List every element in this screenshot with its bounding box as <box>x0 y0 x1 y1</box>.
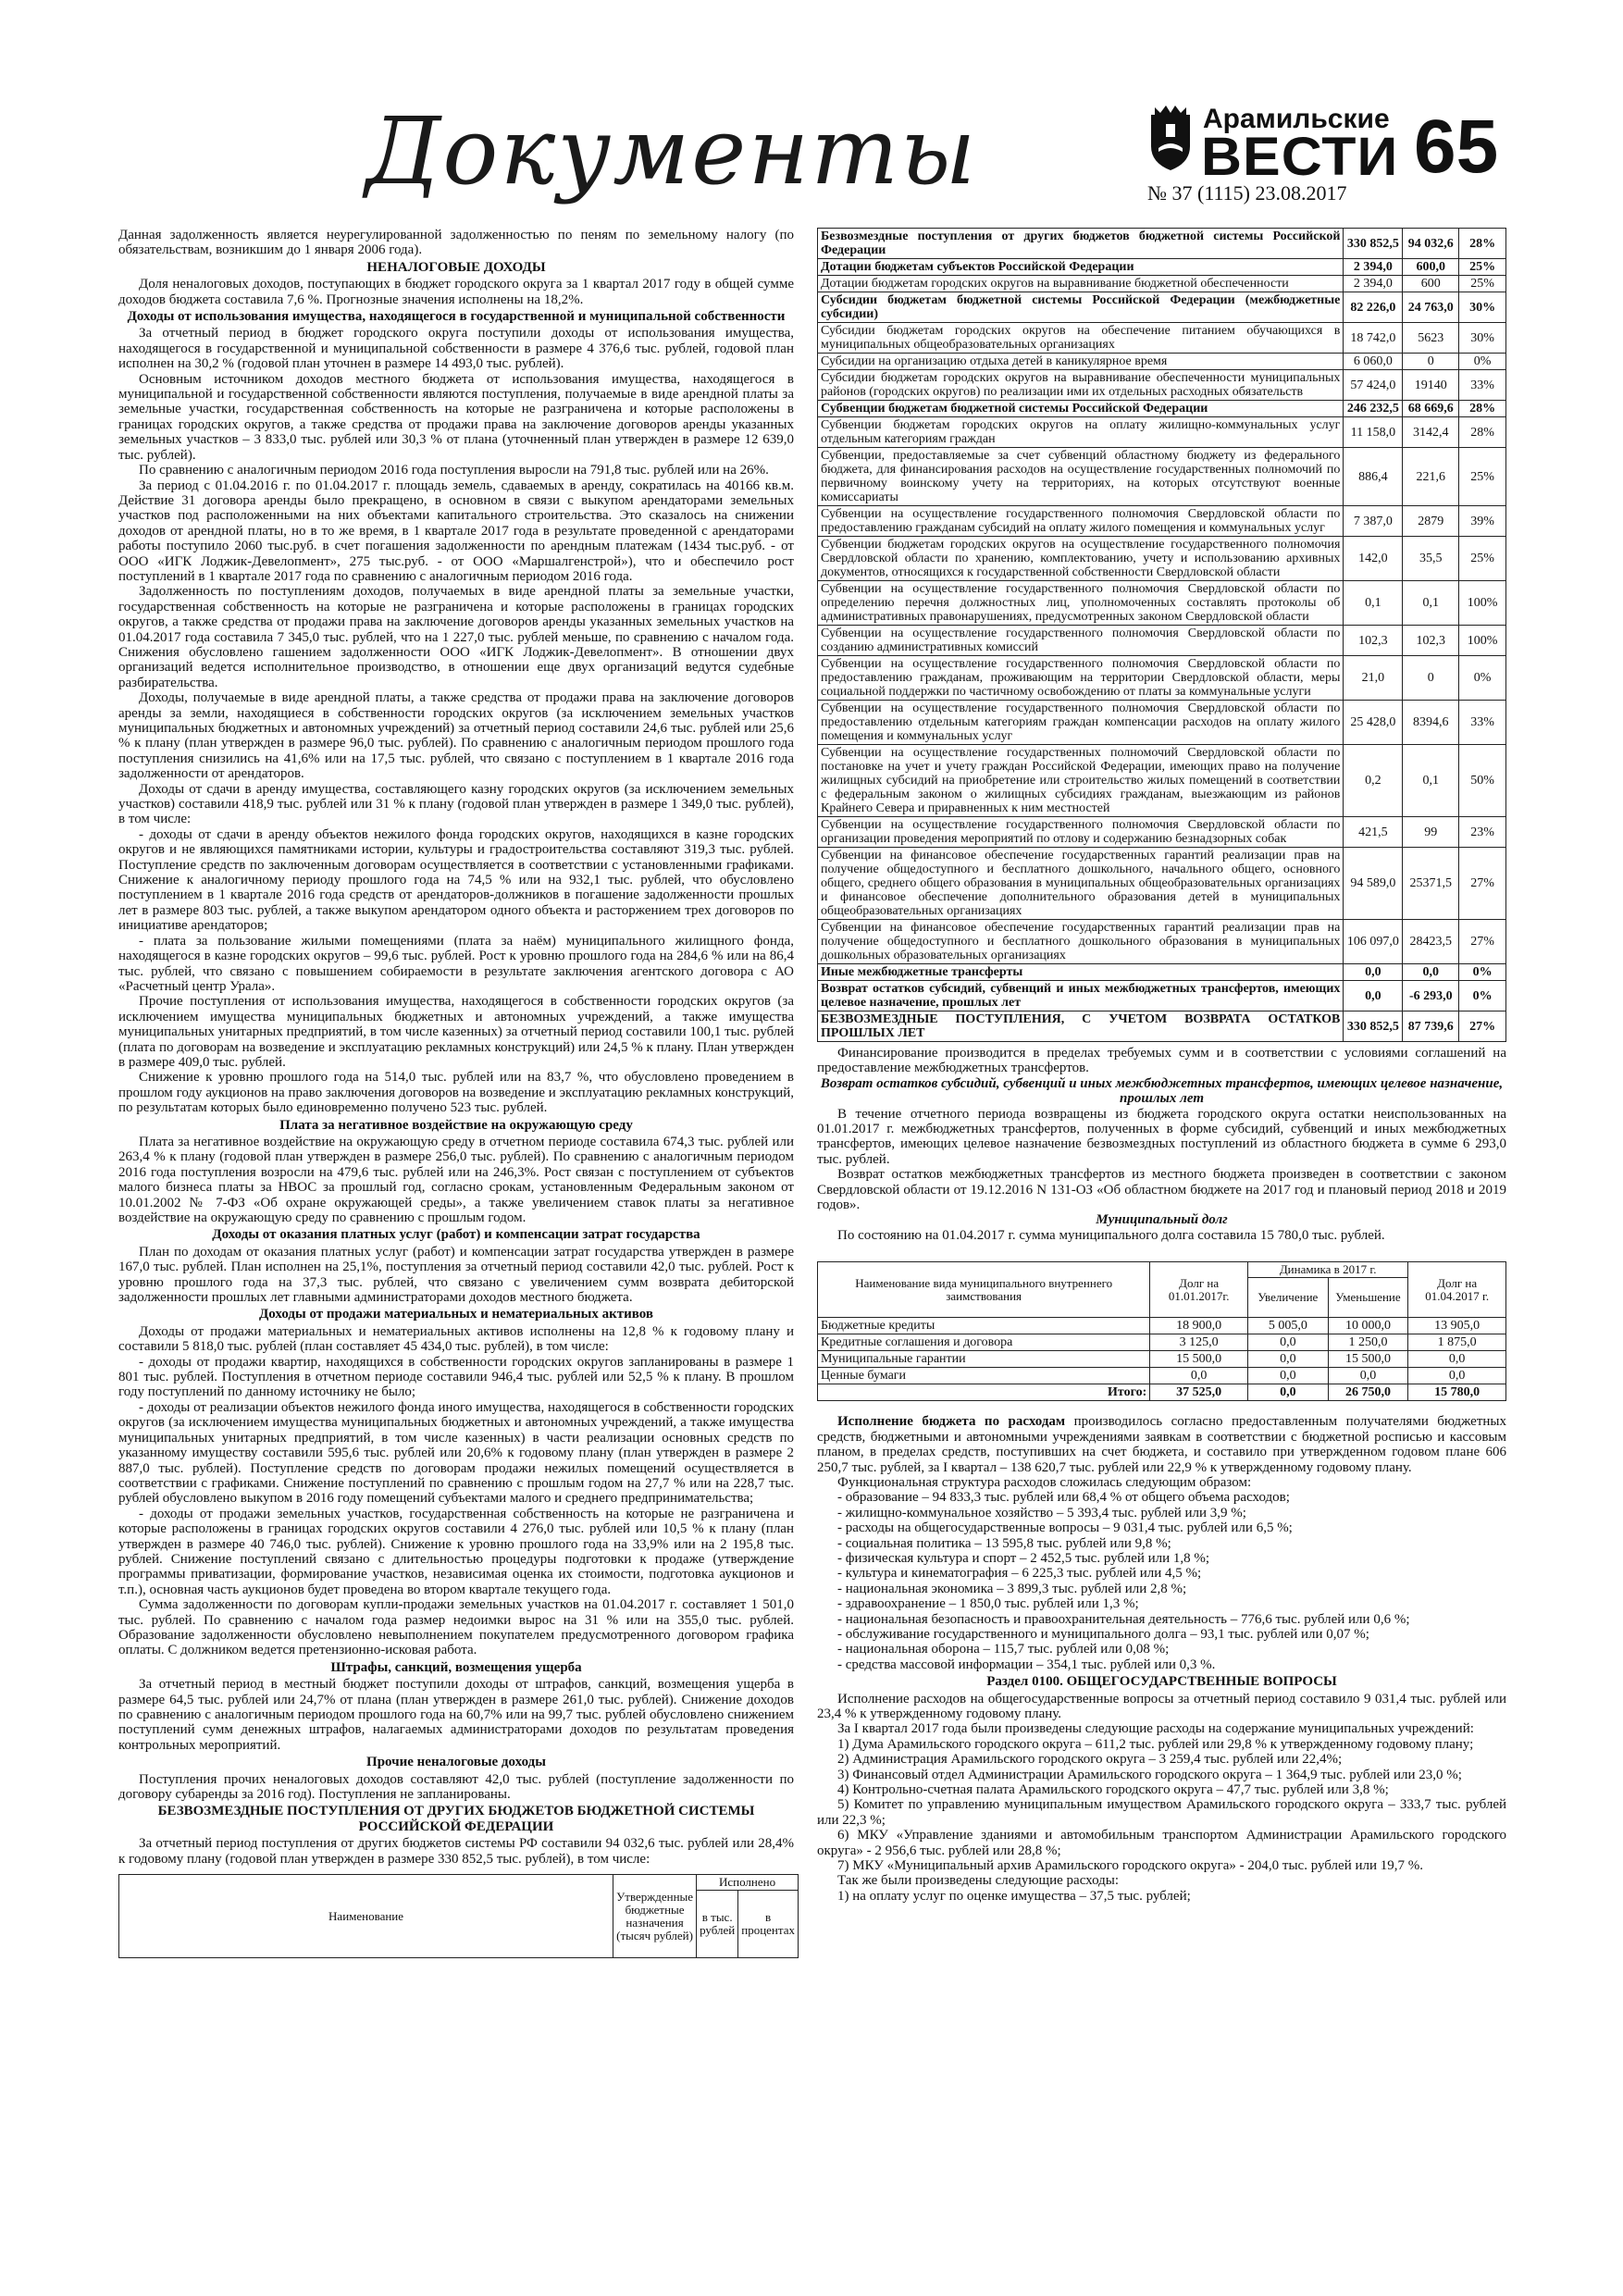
cell-plan: 57 424,0 <box>1344 370 1403 401</box>
cell-c: 0,0 <box>1328 1368 1408 1384</box>
cell-d: 1 875,0 <box>1408 1334 1506 1351</box>
cell-pct: 0% <box>1459 656 1506 701</box>
cell-plan: 11 158,0 <box>1344 417 1403 448</box>
col-executed: Исполнено <box>697 1875 799 1891</box>
table-row <box>818 292 1506 323</box>
cell-fact: 221,6 <box>1403 448 1459 506</box>
paragraph: За отчетный период в бюджет городского округа поступили доходы от использования имущества, находящегося в государственной и муниципальной собственности в размере 4 376,6 тыс. рублей, годовой план исполнен на 30,2 % (годовой план уточнен в размере 14 493,0 тыс. рублей). <box>118 326 794 372</box>
table-row <box>818 745 1506 817</box>
cell-name: Субвенции бюджетам бюджетной системы Российской Федерации <box>818 401 1344 417</box>
table-row <box>818 1011 1506 1042</box>
table-row <box>818 581 1506 626</box>
newspaper-logo <box>1146 102 1399 187</box>
cell-plan: 106 097,0 <box>1344 920 1403 964</box>
col-dynamics: Динамика в 2017 г. <box>1247 1262 1407 1278</box>
col-executed-pct: в процентах <box>738 1891 799 1958</box>
cell-fact: 68 669,6 <box>1403 401 1459 417</box>
cell-fact: 0,1 <box>1403 581 1459 626</box>
cell-plan: 21,0 <box>1344 656 1403 701</box>
cell-pct: 30% <box>1459 323 1506 354</box>
cell-pct: 25% <box>1459 276 1506 292</box>
paragraph: Возврат остатков межбюджетных трансфертов из местного бюджета произведен в соответствии с законом Свердловской области от 19.12.2016 N 131-ОЗ «Об областном бюджете на 2017 год и плановый период 2018 и 2019 годов». <box>817 1167 1506 1213</box>
cell-name: БЕЗВОЗМЕЗДНЫЕ ПОСТУПЛЕНИЯ, С УЧЕТОМ ВОЗВРАТА ОСТАТКОВ ПРОШЛЫХ ЛЕТ <box>818 1011 1344 1042</box>
table-row <box>818 506 1506 537</box>
col-debt-start: Долг на 01.01.2017г. <box>1150 1262 1248 1318</box>
coat-of-arms-icon <box>1146 102 1196 172</box>
cell-name: Субвенции на осуществление государственного полномочия Свердловской области по организации проведения мероприятий по отлову и содержанию безнадзорных собак <box>818 817 1344 848</box>
list-item: - культура и кинематография – 6 225,3 тыс. рублей или 4,5 %; <box>837 1566 1202 1582</box>
cell-d: 0,0 <box>1408 1351 1506 1368</box>
paragraph: Исполнение расходов на общегосударственные вопросы за отчетный период составило 9 031,4 тыс. рублей или 23,4 % к утвержденному годовому плану. <box>817 1691 1506 1721</box>
cell-fact: 25371,5 <box>1403 848 1459 920</box>
table-row <box>818 1318 1506 1334</box>
cell-fact: 35,5 <box>1403 537 1459 581</box>
paragraph-text: производилось согласно предоставленным получателями бюджетных средств, бюджетными и автономными учреждениями заявкам в соответствии с бюджетной росписью и кассовым планом, в пределах средств, поступивших на счет бюджета, и составило при утвержденном годовом плане 606 250,7 тыс. рублей, за I квартал – 138 620,7 тыс. рублей или 22,9 % к утвержденному годовому плану. <box>817 1414 1506 1475</box>
table-row <box>818 701 1506 745</box>
cell-pct: 27% <box>1459 920 1506 964</box>
page-number: 65 <box>1414 105 1499 189</box>
cell-name: Безвозмездные поступления от других бюджетов бюджетной системы Российской Федерации <box>818 229 1344 259</box>
paragraph: По состоянию на 01.04.2017 г. сумма муниципального долга составила 15 780,0 тыс. рублей. <box>837 1227 1385 1243</box>
col-debt-end: Долг на 01.04.2017 г. <box>1408 1262 1506 1318</box>
cell-name: Кредитные соглашения и договора <box>818 1334 1150 1351</box>
table-row <box>818 276 1506 292</box>
paragraph: По сравнению с аналогичным периодом 2016 года поступления выросли на 791,8 тыс. рублей или на 26%. <box>139 463 769 478</box>
cell-name: Итого: <box>818 1384 1150 1401</box>
cell-fact: 5623 <box>1403 323 1459 354</box>
list-item: 7) МКУ «Муниципальный архив Арамильского городского округа» - 204,0 тыс. рублей или 19,7 %. <box>837 1858 1424 1874</box>
paragraph: За I квартал 2017 года были произведены следующие расходы на содержание муниципальных учреждений: <box>837 1721 1474 1737</box>
cell-fact: 99 <box>1403 817 1459 848</box>
cell-pct: 100% <box>1459 626 1506 656</box>
cell-pct: 28% <box>1459 229 1506 259</box>
paragraph: Доходы, получаемые в виде арендной платы, а также средства от продажи права на заключение договоров аренды за земли, находящиеся в собственности городских округов (за исключением земельных участков муниципальных бюджетных и автономных учреждений) за отчетный период составили 24,6 тыс. рублей или 25,6 % к плану (план утвержден в размере 96,0 тыс. рублей). По сравнению с аналогичным периодом прошлого года поступления снизились на 41,6% или на 17,5 тыс. рублей, что связано с поступлением в 1 квартале 2016 года задолженности от арендаторов. <box>118 690 794 782</box>
paragraph: За отчетный период поступления от других бюджетов системы РФ составили 94 032,6 тыс. рублей или 28,4% к годовому плану (годовой план утвержден в размере 330 852,5 тыс. рублей), в том числе: <box>118 1836 794 1867</box>
cell-pct: 33% <box>1459 701 1506 745</box>
table-row <box>818 1351 1506 1368</box>
table-row <box>818 920 1506 964</box>
list-item: - физическая культура и спорт – 2 452,5 тыс. рублей или 1,8 %; <box>837 1550 1210 1566</box>
col-debt-kind: Наименование вида муниципального внутреннего заимствования <box>818 1262 1150 1318</box>
cell-fact: 19140 <box>1403 370 1459 401</box>
cell-pct: 33% <box>1459 370 1506 401</box>
paragraph: - плата за пользование жилыми помещениями (плата за наём) муниципального жилищного фонда, находящегося в казне городских округов – 99,6 тыс. рублей. Рост к уровню прошлого года на 284,6 % или на 86,4 тыс. рублей, что связано с повышением собираемости в результате заключения агентского договора с АО «Расчетный центр Урала». <box>118 933 794 994</box>
cell-name: Субвенции бюджетам городских округов на осуществление государственного полномочия Свердловской области по хранению, комплектованию, учету и использованию архивных документов, относящихся к государственной собственности Свердловской области <box>818 537 1344 581</box>
cell-name: Субвенции бюджетам городских округов на оплату жилищно-коммунальных услуг отдельным категориям граждан <box>818 417 1344 448</box>
cell-name: Субвенции на осуществление государственного полномочия Свердловской области по предоставлению гражданам, проживающим на территории Свердловской области, меры социальной поддержки по частичному освобождению от платы за коммунальные услуги <box>818 656 1344 701</box>
list-item: - обслуживание государственного и муниципального долга – 93,1 тыс. рублей или 0,07 %; <box>837 1626 1369 1642</box>
paragraph: 1) на оплату услуг по оценке имущества – 37,5 тыс. рублей; <box>837 1888 1191 1904</box>
cell-pct: 100% <box>1459 581 1506 626</box>
paragraph: За отчетный период в местный бюджет поступили доходы от штрафов, санкций, возмещения ущерба в размере 64,5 тыс. рублей или 24,7% от плана (план утвержден в размере 261,0 тыс. рублей). Снижение доходов по сравнению с аналогичным периодом прошлого года на 60,7% или на 99,7 тыс. рублей обусловлено снижением поступлений сумм денежных штрафов, налагаемых администраторами доходов по результатам проведения контрольных мероприятий. <box>118 1677 794 1753</box>
cell-fact: 0 <box>1403 656 1459 701</box>
cell-fact: 87 739,6 <box>1403 1011 1459 1042</box>
cell-pct: 25% <box>1459 259 1506 276</box>
cell-b: 5 005,0 <box>1247 1318 1328 1334</box>
paragraph: План по доходам от оказания платных услуг (работ) и компенсации затрат государства утвержден в размере 167,0 тыс. рублей. План исполнен на 25,1%, поступления за отчетный период составили 42,0 тыс. рублей. Рост к уровню прошлого года на 37,3 тыс. рублей, что связано с увеличением сумм возврата дебиторской задолженности прошлых лет главными администраторами доходов местного бюджета. <box>118 1244 794 1306</box>
cell-name: Субвенции на осуществление государственного полномочия Свердловской области по предоставлению гражданам субсидий на оплату жилого помещения и коммунальных услуг <box>818 506 1344 537</box>
left-column <box>118 228 794 1958</box>
col-name: Наименование <box>119 1875 613 1958</box>
list-item: 3) Финансовый отдел Администрации Арамильского городского округа – 1 364,9 тыс. рублей или 23,0 %; <box>837 1767 1462 1782</box>
col-plan: Утвержденные бюджетные назначения (тысяч рублей) <box>613 1875 697 1958</box>
heading: Муниципальный долг <box>1096 1212 1228 1228</box>
cell-fact: 3142,4 <box>1403 417 1459 448</box>
cell-name: Субвенции на осуществление государственного полномочия Свердловской области по предоставлению отдельным категориям граждан компенсации расходов на оплату жилого помещения и коммунальных услуг <box>818 701 1344 745</box>
cell-plan: 0,1 <box>1344 581 1403 626</box>
cell-plan: 6 060,0 <box>1344 354 1403 370</box>
paragraph: - доходы от продажи земельных участков, государственная собственность на которые не разграничена и которые расположены в границах городских округов составили 4 276,0 тыс. рублей или 10,5 % к плану (план утвержден в размере 40 746,0 тыс. рублей). Снижение к уровню прошлого года на 33,9% или на 2 195,8 тыс. рублей. Снижение поступлений связано с длительностью процедуры подготовки к продаже (утверждение программы приватизации, формирование участков, независимая оценка их стоимости, подготовка аукционов и т.п.), основная часть аукционов будет проведена во втором квартале текущего года. <box>118 1506 794 1597</box>
cell-plan: 18 742,0 <box>1344 323 1403 354</box>
cell-fact: -6 293,0 <box>1403 981 1459 1011</box>
cell-pct: 27% <box>1459 1011 1506 1042</box>
cell-pct: 39% <box>1459 506 1506 537</box>
cell-a: 15 500,0 <box>1150 1351 1248 1368</box>
list-item: - национальная оборона – 115,7 тыс. рублей или 0,08 %; <box>837 1642 1170 1657</box>
paragraph: Данная задолженность является неурегулированной задолженностью по пеням по земельному налогу (по обязательствам, возникшим до 1 января 2006 года). <box>118 228 794 258</box>
cell-fact: 600 <box>1403 276 1459 292</box>
heading: Доходы от продажи материальных и нематериальных активов <box>258 1307 654 1322</box>
cell-name: Иные межбюджетные трансферты <box>818 964 1344 981</box>
paragraph: Функциональная структура расходов сложилась следующим образом: <box>837 1474 1252 1490</box>
list-item: - социальная политика – 13 595,8 тыс. рублей или 9,8 %; <box>837 1535 1171 1551</box>
cell-name: Возврат остатков субсидий, субвенций и иных межбюджетных трансфертов, имеющих целевое назначение, прошлых лет <box>818 981 1344 1011</box>
heading: БЕЗВОЗМЕЗДНЫЕ ПОСТУПЛЕНИЯ ОТ ДРУГИХ БЮДЖЕТОВ БЮДЖЕТНОЙ СИСТЕМЫ РОССИЙСКОЙ ФЕДЕРАЦИИ <box>157 1804 755 1834</box>
cell-b: 0,0 <box>1247 1351 1328 1368</box>
table-row <box>818 229 1506 259</box>
cell-name: Субвенции, предоставляемые за счет субвенций областному бюджету из федерального бюджета, для финансирования расходов на осуществление государственных полномочий по первичному воинскому учету на территориях, на которых отсутствуют военные комиссариаты <box>818 448 1344 506</box>
cell-plan: 102,3 <box>1344 626 1403 656</box>
cell-a: 37 525,0 <box>1150 1384 1248 1401</box>
cell-plan: 0,0 <box>1344 981 1403 1011</box>
cell-name: Ценные бумаги <box>818 1368 1150 1384</box>
cell-plan: 25 428,0 <box>1344 701 1403 745</box>
paragraph: Доходы от продажи материальных и нематериальных активов исполнены на 12,8 % к годовому плану и составили 5 818,0 тыс. рублей (план составляет 45 434,0 тыс. рублей), в том числе: <box>118 1323 794 1355</box>
cell-name: Субсидии бюджетам городских округов на выравнивание обеспеченности муниципальных районов (городских округов) по реализации ими их отдельных расходных обязательств <box>818 370 1344 401</box>
heading: Раздел 0100. ОБЩЕГОСУДАРСТВЕННЫЕ ВОПРОСЫ <box>986 1674 1337 1690</box>
cell-plan: 330 852,5 <box>1344 229 1403 259</box>
table-row <box>818 817 1506 848</box>
cell-plan: 2 394,0 <box>1344 259 1403 276</box>
cell-fact: 94 032,6 <box>1403 229 1459 259</box>
cell-plan: 142,0 <box>1344 537 1403 581</box>
right-column <box>817 228 1506 1904</box>
cell-name: Субвенции на финансовое обеспечение государственных гарантий реализации прав на получение общедоступного и бесплатного дошкольного, начального общего, основного общего, среднего общего образования в муниципальных общеобразовательных организациях и финансовое обеспечение дополнительного образования детей в муниципальных общеобразовательных организациях <box>818 848 1344 920</box>
table-row <box>818 370 1506 401</box>
expense-structure-list <box>817 1490 1506 1672</box>
cell-plan: 330 852,5 <box>1344 1011 1403 1042</box>
cell-plan: 94 589,0 <box>1344 848 1403 920</box>
table-row <box>818 354 1506 370</box>
cell-c: 15 500,0 <box>1328 1351 1408 1368</box>
paragraph: - доходы от реализации объектов нежилого фонда иного имущества, находящегося в собственности городских округов (за исключением имущества муниципальных бюджетных и автономных учреждений, а также имущества муниципальных унитарных предприятий, в том числе казенных) в части реализации основных средств по указанному имуществу составили 595,6 тыс. рублей или 20,6% к годовому плану (план утвержден в размере 2 887,0 тыс. рублей). Поступление средств по договорам продажи нежилых помещений осуществляется в соответствии с графиками. Снижение поступлений по сравнению с прошлым годом на 27,7 % или на 228,7 тыс. рублей обусловлено выкупом в 2016 году помещений субъектами малого и среднего предпринимательства; <box>118 1399 794 1507</box>
cell-fact: 8394,6 <box>1403 701 1459 745</box>
cell-plan: 2 394,0 <box>1344 276 1403 292</box>
cell-fact: 102,3 <box>1403 626 1459 656</box>
cell-name: Субсидии бюджетам городских округов на обеспечение питанием обучающихся в муниципальных общеобразовательных организациях <box>818 323 1344 354</box>
cell-plan: 82 226,0 <box>1344 292 1403 323</box>
cell-fact: 0,0 <box>1403 964 1459 981</box>
cell-b: 0,0 <box>1247 1384 1328 1401</box>
cell-c: 1 250,0 <box>1328 1334 1408 1351</box>
paragraph: Задолженность по поступлениям доходов, получаемых в виде арендной платы за земельные участки, государственная собственность на которые не разграничена и которые расположены в границах городских округов, а также средства от продажи права на заключение договоров аренды указанных земельных участков на 01.04.2017 года составила 7 345,0 тыс. рублей, что на 1 227,0 тыс. рублей меньше, по сравнению с началом года. Снижения обусловлено гашением задолженности ООО «ИГК Лоджик-Девелопмент». В отношении двух организаций ведется исполнительное производство, в отношении еще двух организаций ведутся судебные разбирательства. <box>118 584 794 690</box>
list-item: - здравоохранение – 1 850,0 тыс. рублей или 1,3 %; <box>837 1596 1139 1612</box>
cell-pct: 23% <box>1459 817 1506 848</box>
paragraph: За период с 01.04.2016 г. по 01.04.2017 г. площадь земель, сдаваемых в аренду, сократилась на 40166 кв.м. Действие 31 договора аренды было прекращено, в основном в связи с выкупом арендаторами земельных участков под расположенными на них объектами капитального строительства. Это сказалось на снижении доходов от арендной платы, но в то же время, в 1 квартале 2017 года в результате проведенной с арендаторами работы поступило 2060 тыс.руб. в счет погашения задолженности по арендным платежам (1434 тыс.руб. - от ООО «ИГК Лоджик-Девелопмент», 275 тыс.руб. - от ООО «Маршалгенстрой»), что и обеспечило рост поступлений в 1 квартале 2017 года по сравнению с аналогичным периодом 2016 года. <box>118 478 794 584</box>
page-header <box>0 0 1623 227</box>
table-row <box>818 537 1506 581</box>
table-row <box>818 656 1506 701</box>
table-row <box>818 1334 1506 1351</box>
issue-info: № 37 (1115) 23.08.2017 <box>1147 181 1347 205</box>
cell-name: Дотации бюджетам субъектов Российской Федерации <box>818 259 1344 276</box>
cell-name: Субсидии на организацию отдыха детей в каникулярное время <box>818 354 1344 370</box>
list-item: 6) МКУ «Управление зданиями и автомобильным транспортом Администрации Арамильского городского округа» - 2 956,6 тыс. рублей или 28,8 %; <box>817 1828 1506 1858</box>
cell-name: Дотации бюджетам городских округов на выравнивание бюджетной обеспеченности <box>818 276 1344 292</box>
cell-pct: 28% <box>1459 401 1506 417</box>
heading: Возврат остатков субсидий, субвенций и иных межбюджетных трансфертов, имеющих целевое назначение, прошлых лет <box>820 1075 1504 1107</box>
cell-pct: 28% <box>1459 417 1506 448</box>
cell-fact: 600,0 <box>1403 259 1459 276</box>
heading: Доходы от оказания платных услуг (работ) и компенсации затрат государства <box>212 1227 700 1243</box>
revenue-table-header <box>118 1874 799 1958</box>
paragraph: Сумма задолженности по договорам купли-продажи земельных участков на 01.04.2017 г. составляет 1 501,0 тыс. рублей. По сравнению с началом года размер недоимки вырос на 31 % или на 355,0 тыс. рублей. Образование задолженности обусловлено невыполнением покупателем предусмотренного договором графика оплаты. С должником ведется претензионно-исковая работа. <box>118 1597 794 1658</box>
cell-pct: 50% <box>1459 745 1506 817</box>
cell-pct: 30% <box>1459 292 1506 323</box>
list-item: - национальная экономика – 3 899,3 тыс. рублей или 2,8 %; <box>837 1581 1187 1596</box>
paragraph: Снижение к уровню прошлого года на 514,0 тыс. рублей или на 83,7 %, что обусловлено проведением в прошлом году аукционов на право заключения договоров на возведение и эксплуатацию рекламных конструкций, по результатам которых было единовременно получено 523 тыс. рублей. <box>118 1070 794 1116</box>
cell-fact: 2879 <box>1403 506 1459 537</box>
cell-name: Субвенции на финансовое обеспечение государственных гарантий реализации прав на получение общедоступного и бесплатного дошкольного образования в муниципальных дошкольных образовательных организациях <box>818 920 1344 964</box>
table-row <box>818 1384 1506 1401</box>
cell-name: Субвенции на осуществление государственного полномочия Свердловской области по определению перечня должностных лиц, уполномоченных составлять протоколы об административных правонарушениях, предусмотренных законом Свердловской области <box>818 581 1344 626</box>
paragraph: Основным источником доходов местного бюджета от использования имущества, находящегося в муниципальной и государственной собственности являются поступления, получаемые в виде арендной платы за земельные участки, государственная собственность на которые не разграничена и которые расположены в границах городских округов, а также средства от продажи права на заключение договоров аренды указанных земельных участков – 3 833,0 тыс. рублей или 30,3 % от плана (уточненный план утвержден в размере 12 639,0 тыс. рублей). <box>118 371 794 463</box>
paragraph: Доля неналоговых доходов, поступающих в бюджет городского округа за 1 квартал 2017 году в общей сумме доходов бюджета составила 7,6 %. Прогнозные значения исполнены на 18,2%. <box>118 277 794 307</box>
revenue-table <box>817 228 1506 1042</box>
heading: Прочие неналоговые доходы <box>366 1755 546 1770</box>
cell-fact: 28423,5 <box>1403 920 1459 964</box>
cell-pct: 0% <box>1459 354 1506 370</box>
logo-line-2: ВЕСТИ <box>1201 127 1399 187</box>
cell-plan: 246 232,5 <box>1344 401 1403 417</box>
table-row <box>818 981 1506 1011</box>
table-row <box>818 448 1506 506</box>
table-row <box>818 848 1506 920</box>
table-row <box>818 259 1506 276</box>
paragraph: Прочие поступления от использования имущества, находящегося в собственности городских округов (за исключением имущества муниципальных бюджетных и автономных учреждений, а также имущества муниципальных унитарных предприятий, в том числе казенных) за отчетный период составили 100,1 тыс. рублей (плата по договорам на возведение и эксплуатацию рекламных конструкций) или 24,5 % к плану. План утвержден в размере 409,0 тыс. рублей. <box>118 994 794 1070</box>
cell-a: 18 900,0 <box>1150 1318 1248 1334</box>
paragraph: - доходы от сдачи в аренду объектов нежилого фонда городских округов, находящихся в казне городских округов и не являющихся памятниками истории, культуры и градостроительства составляют 319,3 тыс. рублей. Поступление средств по заключенным договорам осуществляется в соответствии с установленными графиками. Снижение к аналогичному периоду прошлого года на 74,5 % или на 932,1 тыс. рублей, что обусловлено поступлением в 1 квартале 2016 года средств от арендаторов-должников в погашение задолженности прошлых лет в размере 803 тыс. рублей, а также выкупом арендатором одного объекта и расторжением трех договоров по инициативе арендаторов; <box>118 826 794 934</box>
cell-name: Субсидии бюджетам бюджетной системы Российской Федерации (межбюджетные субсидии) <box>818 292 1344 323</box>
municipal-debt-table <box>817 1261 1506 1401</box>
paragraph: Плата за негативное воздействие на окружающую среду в отчетном периоде составила 674,3 тыс. рублей или 263,4 % к плану (годовой план утвержден в размере 256,0 тыс. рублей). По сравнению с аналогичным периодом 2016 года поступления возросли на 479,6 тыс. рублей или на 246,3%. Рост связан с поступлением от субъектов малого бизнеса платы за НВОС за прошлый год, согласно срокам, установленным Федеральным законом от 10.01.2002 № 7-ФЗ «Об охране окружающей среды», а также увеличением ставок платы за негативное воздействие на окружающую среду по сравнению с прошлым годом. <box>118 1134 794 1225</box>
table-row <box>818 401 1506 417</box>
list-item: - образование – 94 833,3 тыс. рублей или 68,4 % от общего объема расходов; <box>837 1490 1290 1506</box>
cell-a: 3 125,0 <box>1150 1334 1248 1351</box>
col-executed-sum: в тыс. рублей <box>697 1891 738 1958</box>
cell-c: 26 750,0 <box>1328 1384 1408 1401</box>
list-item: 4) Контрольно-счетная палата Арамильского городского округа – 47,7 тыс. рублей или 3,8 %; <box>837 1782 1389 1798</box>
cell-name: Муниципальные гарантии <box>818 1351 1150 1368</box>
paragraph <box>817 1414 1506 1475</box>
cell-pct: 25% <box>1459 448 1506 506</box>
cell-name: Субвенции на осуществление государственных полномочий Свердловской области по постановке на учет и учету граждан Российской Федерации, имеющих право на получение жилищных субсидий на приобретение или строительство жилых помещений в соответствии с федеральным законом о жилищных субсидиях гражданам, выезжающим из районов Крайнего Севера и приравненных к ним местностей <box>818 745 1344 817</box>
cell-plan: 886,4 <box>1344 448 1403 506</box>
logo-line-1: Арамильские <box>1203 104 1390 134</box>
cell-b: 0,0 <box>1247 1368 1328 1384</box>
table-row <box>818 964 1506 981</box>
list-item: - национальная безопасность и правоохранительная деятельность – 776,6 тыс. рублей или 0,6 %; <box>837 1611 1410 1627</box>
paragraph: Финансирование производится в пределах требуемых сумм и в соответствии с условиями соглашений на предоставление межбюджетных трансфертов. <box>817 1046 1506 1076</box>
heading: Штрафы, санкций, возмещения ущерба <box>330 1659 582 1675</box>
section-title: Документы <box>365 97 978 205</box>
paragraph: В течение отчетного периода возвращены из бюджета городского округа остатки неиспользованных на 01.01.2017 г. межбюджетных трансфертов, полученных в форме субсидий, субвенций и иных межбюджетных трансфертов, имеющих целевое назначение безвозмездных поступлений из областного бюджета в сумме 6 293,0 тыс. рублей. <box>817 1106 1506 1167</box>
table-row <box>818 626 1506 656</box>
table-row <box>818 1368 1506 1384</box>
cell-d: 15 780,0 <box>1408 1384 1506 1401</box>
cell-name: Субвенции на осуществление государственного полномочия Свердловской области по созданию административных комиссий <box>818 626 1344 656</box>
cell-plan: 0,0 <box>1344 964 1403 981</box>
paragraph: Так же были произведены следующие расходы: <box>837 1873 1120 1889</box>
cell-b: 0,0 <box>1247 1334 1328 1351</box>
paragraph: Поступления прочих неналоговых доходов составляют 42,0 тыс. рублей (поступление задолженности по договору субаренды за 2016 год). Поступления не запланированы. <box>118 1771 794 1803</box>
heading: Плата за негативное воздействие на окружающую среду <box>279 1117 633 1133</box>
cell-plan: 7 387,0 <box>1344 506 1403 537</box>
institution-expense-list <box>817 1737 1506 1874</box>
col-increase: Увеличение <box>1247 1278 1328 1318</box>
cell-fact: 0,1 <box>1403 745 1459 817</box>
cell-pct: 27% <box>1459 848 1506 920</box>
list-item: 1) Дума Арамильского городского округа – 611,2 тыс. рублей или 29,8 % к утвержденному годовому плану; <box>837 1736 1474 1752</box>
cell-pct: 25% <box>1459 537 1506 581</box>
cell-fact: 24 763,0 <box>1403 292 1459 323</box>
cell-pct: 0% <box>1459 981 1506 1011</box>
cell-d: 0,0 <box>1408 1368 1506 1384</box>
cell-plan: 421,5 <box>1344 817 1403 848</box>
table-row <box>818 417 1506 448</box>
heading: Доходы от использования имущества, находящегося в государственной и муниципальной собственности <box>127 309 786 325</box>
table-row <box>818 323 1506 354</box>
cell-name: Бюджетные кредиты <box>818 1318 1150 1334</box>
list-item: 5) Комитет по управлению муниципальным имуществом Арамильского городского округа – 333,7 тыс. рублей или 22,3 %; <box>817 1797 1506 1828</box>
cell-fact: 0 <box>1403 354 1459 370</box>
cell-pct: 0% <box>1459 964 1506 981</box>
bold-lead: Исполнение бюджета по расходам <box>837 1414 1066 1430</box>
paragraph: - доходы от продажи квартир, находящихся в собственности городских округов запланированы в размере 1 801 тыс. рублей. Поступления в отчетном периоде составили 946,4 тыс. рублей или 52,5 % к плану. В прошлом году поступлений по данному источнику не было; <box>118 1354 794 1400</box>
col-decrease: Уменьшение <box>1328 1278 1408 1318</box>
paragraph: Доходы от сдачи в аренду имущества, составляющего казну городских округов (за исключением земельных участков) составили 418,9 тыс. рублей или 31 % к плану (годовой план утвержден в размере 1 349,0 тыс. рублей), в том числе: <box>118 781 794 827</box>
cell-a: 0,0 <box>1150 1368 1248 1384</box>
cell-d: 13 905,0 <box>1408 1318 1506 1334</box>
list-item: - жилищно-коммунальное хозяйство – 5 393,4 тыс. рублей или 3,9 %; <box>837 1505 1246 1520</box>
list-item: - расходы на общегосударственные вопросы – 9 031,4 тыс. рублей или 6,5 %; <box>837 1520 1293 1536</box>
cell-plan: 0,2 <box>1344 745 1403 817</box>
cell-c: 10 000,0 <box>1328 1318 1408 1334</box>
heading: НЕНАЛОГОВЫЕ ДОХОДЫ <box>366 259 546 275</box>
list-item: 2) Администрация Арамильского городского округа – 3 259,4 тыс. рублей или 22,4%; <box>837 1752 1343 1768</box>
list-item: - средства массовой информации – 354,1 тыс. рублей или 0,3 %. <box>837 1657 1216 1672</box>
